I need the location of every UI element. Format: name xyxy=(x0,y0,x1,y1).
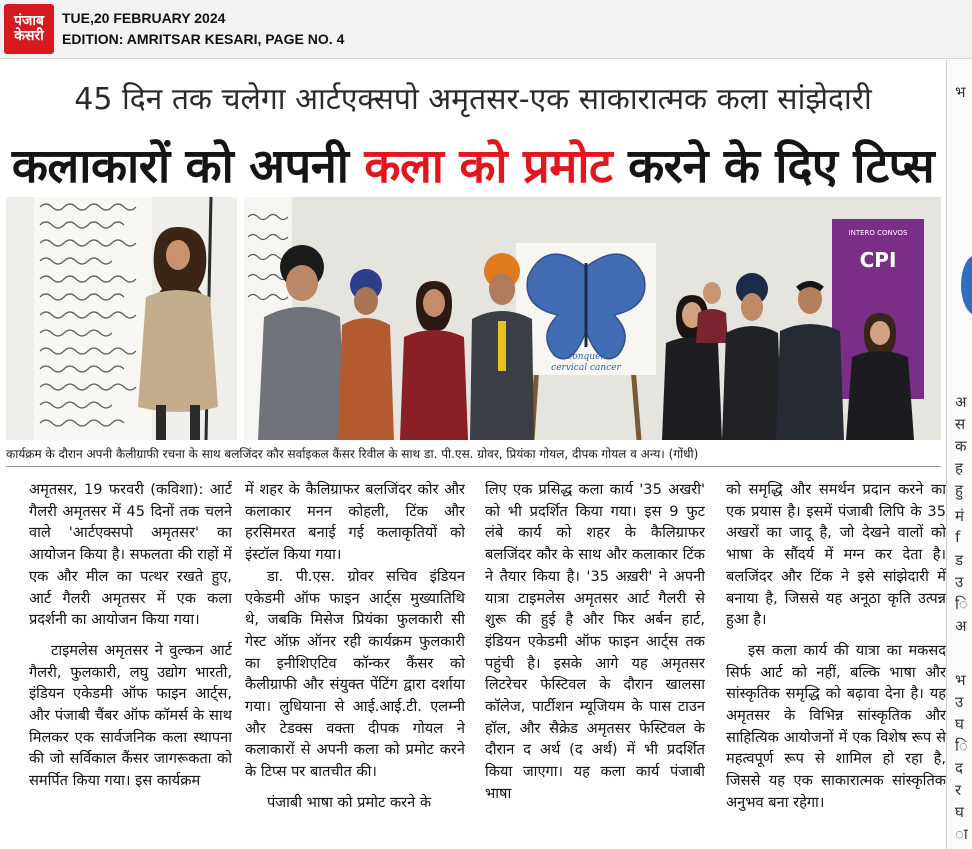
group-photo-illustration xyxy=(244,197,941,440)
column-2-paragraph-1: में शहर के कैलिग्राफर बलजिंदर कोर और कलाकार मनन कोहली, टिंक और हरसिमरत बनाई गई कलाकृतियों को इंस्टॉल किया गया। xyxy=(245,481,465,564)
banner-big-text: CPI xyxy=(859,248,897,272)
adjacent-text-fragment: घ xyxy=(955,803,964,821)
column-2-paragraph-2: डा. पी.एस. ग्रोवर सचिव इंडियन एकेडमी ऑफ फाइन आर्ट्स मुख्यातिथि थे, जबकि मिसेज प्रियंका फुलकारी सी गेस्ट ऑफ़ ऑनर रही कार्यक्रम फुलकारी का इनीशिएटिव कॉन्कर कैंसर को कैलीग्राफी और संयुक्त पेंटिंग द्वारा दर्शाया गया। लुधियाना से आई.आई.टी. एलम्नी और टेडक्स वक्ता दीपक गोयल ने कलाकारों से अपनी कला को प्रमोट करने के टिप्स पर बातचीत की। xyxy=(245,567,465,781)
article-column-3 xyxy=(485,479,705,849)
calligrapher-photo xyxy=(6,197,237,440)
adjacent-text-fragment: उ xyxy=(955,693,964,711)
clipping-header xyxy=(0,0,972,59)
column-4-paragraph-2: इस कला कार्य की यात्रा का मकसद सिर्फ आर्ट को नहीं, बल्कि भाषा और सांस्कृतिक समृद्धि को बढ़ावा देना है। यह अमृतसर के विभिन्न सांस्कृतिक और साहित्यिक आयोजनों में एक विशेष रूप से महत्वपूर्ण रूप से शामिल हो रहा है, जिससे यह एक साकारात्मक सांस्कृतिक अनुभव बना रहेगा। xyxy=(726,641,946,811)
column-1-paragraph-2: टाइमलेस अमृतसर ने वुल्कन आर्ट गैलरी, फुलकारी, लघु उद्योग भारती, इंडियन एकेडमी ऑफ फाइन आर्ट्स, और पंजाबी चैंबर ऑफ कॉमर्स के साथ मिलकर एक सार्वजनिक कला स्थापना की जो सर्विकाल कैंसर जागरूकता को समर्पित किया गया। इस कार्यक्रम xyxy=(29,641,232,790)
article-clipping xyxy=(0,60,946,849)
adjacent-text-fragment: क xyxy=(955,437,967,455)
adjacent-text-fragment: f xyxy=(955,528,961,546)
adjacent-text-fragment: मं xyxy=(955,507,964,525)
adjacent-text-fragment: अ xyxy=(955,617,967,635)
photo-caption: कार्यक्रम के दौरान अपनी कैलीग्राफी रचना के साथ बलजिंदर कौर सर्वाइकल कैंसर रिवील के साथ डा. पी.एस. ग्रोवर, प्रियंका गोयल, दीपक गोयल व अन्य। (गोंधी) xyxy=(6,447,699,461)
adjacent-text-fragment: ा xyxy=(955,825,968,843)
adjacent-text-fragment: भ xyxy=(955,671,966,689)
adjacent-text-fragment: ड xyxy=(955,551,964,569)
adjacent-text-fragment: ह xyxy=(955,459,963,477)
adjacent-text-fragment: ि xyxy=(955,737,968,755)
logo-line-1: पंजाब xyxy=(14,13,44,30)
poster-text-line-2: cervical cancer xyxy=(551,363,621,373)
adjacent-text-fragment: द xyxy=(955,759,963,777)
article-column-4 xyxy=(726,479,946,849)
adjacent-article-strip xyxy=(946,60,972,849)
edition-info: EDITION: AMRITSAR KESARI, PAGE NO. 4 xyxy=(62,31,345,47)
headline-part-1: कलाकारों को अपनी xyxy=(11,139,349,194)
banner-top-text: INTERO CONVOS xyxy=(848,229,908,237)
headline-part-2: करने के दिए टिप्स xyxy=(628,139,935,194)
group-photo xyxy=(244,197,941,440)
article-kicker: 45 दिन तक चलेगा आर्टएक्सपो अमृतसर-एक साकारात्मक कला सांझेदारी xyxy=(74,82,872,117)
caption-divider xyxy=(6,466,941,467)
adjacent-text-fragment: स xyxy=(955,415,966,433)
column-2-paragraph-3: पंजाबी भाषा को प्रमोट करने के xyxy=(267,793,432,811)
calligrapher-photo-illustration xyxy=(6,197,237,440)
column-3-paragraph-1: लिए एक प्रसिद्ध कला कार्य '35 अखरी' को भी प्रदर्शित किया गया। इस 9 फुट लंबे कार्य को शहर के कैलिग्राफर बलजिंदर कौर के साथ और कलाकार टिंक ने तैयार किया है। '35 अख़री' ने अपनी यात्रा टाइमलेस अमृतसर आर्ट गैलरी से शुरू की हुई है और फिर अर्बन हार्ट, इंडियन एकेडमी ऑफ फाइन आर्ट्स तक पहुंची है। इसके आगे यह अमृतसर लिटरेचर फेस्टिवल के दौरान खालसा कॉलेज, पार्टीशन म्यूजियम के पास टाउन हॉल, और सैक्रेड अमृतसर फेस्टिवल के दौरान द अर्थ (द अर्थ) में भी प्रदर्शित किया जाएगा। यह कला कार्य पंजाबी भाषा xyxy=(485,481,705,802)
adjacent-text-fragment: अ xyxy=(955,393,967,411)
article-column-1 xyxy=(29,479,232,849)
adjacent-text-fragment: हु xyxy=(955,481,963,499)
adjacent-text-fragment: ि xyxy=(955,595,968,613)
logo-line-2: केसरी xyxy=(14,28,44,44)
adjacent-text-fragment: र xyxy=(955,781,962,799)
publication-date: TUE,20 FEBRUARY 2024 xyxy=(62,10,226,26)
article-column-2 xyxy=(245,479,465,849)
clipping-meta xyxy=(62,8,344,50)
adjacent-text-fragment: भ xyxy=(955,83,966,101)
column-4-paragraph-1: को समृद्धि और समर्थन प्रदान करने का एक प्रयास है। इसमें पंजाबी लिपि के 35 अखरों का जादू है, जो देखने वालों को भाषा के सौंदर्य में मग्न कर देता है। बलजिंदर और टिंक ने इसे सांझेदारी में बनाया है, जिससे यह अनूठा कृति उत्पन्न हुआ है। xyxy=(726,481,946,629)
poster-text-line-1: conquer xyxy=(567,352,605,362)
column-1-paragraph-1: अमृतसर, 19 फरवरी (कविशा): आर्ट गैलरी अमृतसर में 45 दिनों तक चलने वाले 'आर्टएक्सपो अमृतसर' का आयोजन किया है। सफलता की राहों में एक और मील का पत्थर रखते हुए, आर्ट गैलरी अमृतसर में एक कला प्रदर्शनी का आयोजन किया गया। xyxy=(29,481,232,629)
article-headline xyxy=(0,134,946,200)
newspaper-logo xyxy=(4,4,54,54)
adjacent-text-fragment: घ xyxy=(955,715,964,733)
headline-highlight: कला को प्रमोट xyxy=(364,139,613,194)
adjacent-image-fragment xyxy=(961,255,972,315)
adjacent-text-fragment: उ xyxy=(955,573,964,591)
